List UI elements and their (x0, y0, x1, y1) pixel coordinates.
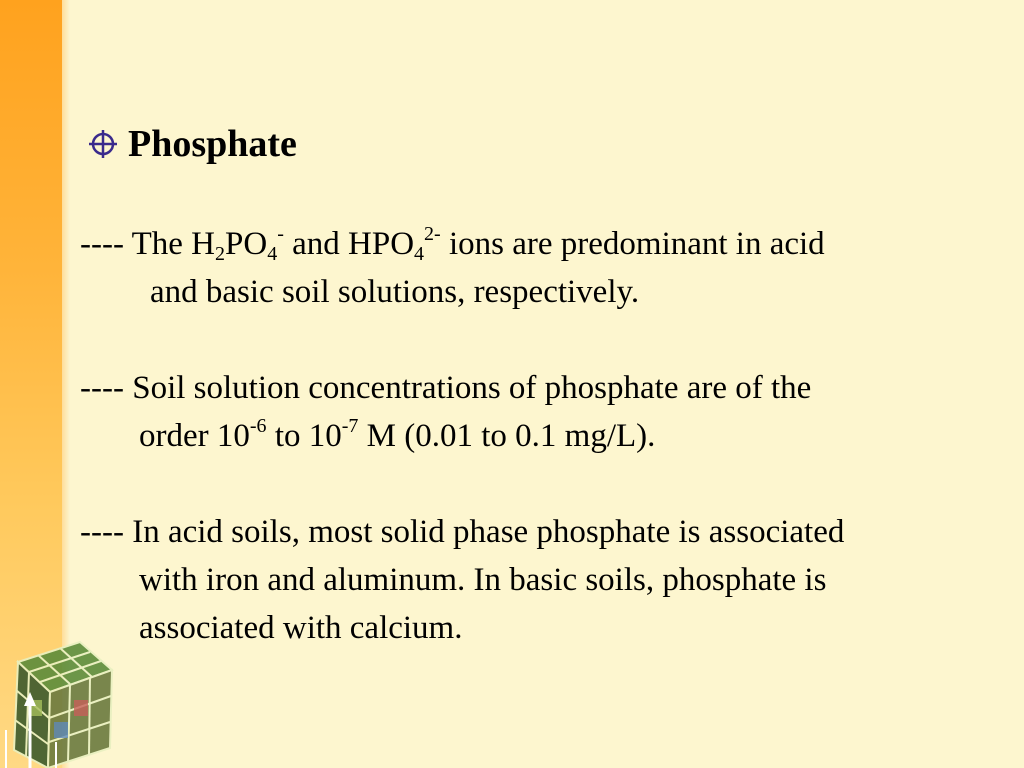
point-continuation (80, 412, 811, 460)
superscript: -6 (249, 415, 267, 437)
subscript: 4 (267, 243, 278, 265)
point-concentrations (80, 364, 811, 460)
superscript: 2- (424, 223, 441, 245)
point-text-3: and HPO (283, 226, 415, 262)
point-text-1: Soil solution concentrations of phosphate are of the (132, 370, 812, 406)
point-text-4: M (0.01 to 0.1 mg/L). (358, 418, 656, 454)
slide-heading (88, 118, 297, 170)
point-text-1: The H (131, 226, 216, 262)
point-continuation: associated with calcium. (139, 610, 463, 646)
subscript: 4 (414, 243, 425, 265)
point-solid-phase (80, 508, 844, 652)
point-continuation: with iron and aluminum. In basic soils, phosphate is (139, 562, 827, 598)
superscript: - (277, 223, 284, 245)
point-ion-forms (80, 220, 825, 316)
point-text-2: order 10 (139, 418, 250, 454)
crosshair-bullet-icon (88, 129, 118, 159)
point-dash: ---- (80, 226, 124, 262)
point-text-1: In acid soils, most solid phase phosphate is associated (132, 514, 845, 550)
point-dash: ---- (80, 370, 124, 406)
subscript: 2 (215, 243, 226, 265)
point-dash: ---- (80, 514, 124, 550)
point-continuation: and basic soil solutions, respectively. (150, 274, 640, 310)
superscript: -7 (341, 415, 359, 437)
point-text-4: ions are predominant in acid (440, 226, 825, 262)
point-text-3: to 10 (266, 418, 342, 454)
point-text-2: PO (225, 226, 268, 262)
slide-title: Phosphate (128, 123, 297, 165)
